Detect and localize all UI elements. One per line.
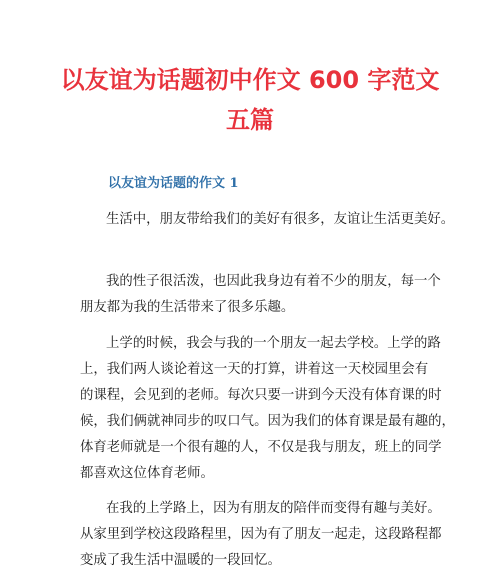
paragraph-line: 上，我们两人谈论着这一天的打算，讲着这一天校园里会有 <box>80 362 429 377</box>
paragraph-line: 我的性子很活泼，也因此我身边有着不少的朋友，每一个 <box>106 274 441 289</box>
section-heading: 以友谊为话题的作文 1 <box>108 176 239 191</box>
paragraph-line: 的课程，会见到的老师。每次只要一讲到今天没有体育课的时 <box>80 388 442 403</box>
paragraph-line: 从家里到学校这段路程里，因为有了朋友一起走，这段路程都 <box>80 527 442 542</box>
paragraph-line: 都喜欢这位体育老师。 <box>80 466 214 481</box>
document-title-line-1: 以友谊为话题初中作文 600 字范文 <box>60 66 440 94</box>
paragraph-1 <box>80 207 455 233</box>
document-title-line-2: 五篇 <box>226 106 274 134</box>
paragraph-line: 上学的时候，我会与我的一个朋友一起去学校。上学的路 <box>106 336 441 351</box>
paragraph-line: 朋友都为我的生活带来了很多乐趣。 <box>80 300 295 315</box>
paragraph-line: 生活中，朋友带给我们的美好有很多，友谊让生活更美好。 <box>106 212 455 227</box>
paragraph-line: 候，我们俩就神同步的叹口气。因为我们的体育课是最有趣的， <box>80 414 455 429</box>
paragraph-line: 变成了我生活中温暖的一段回忆。 <box>80 553 281 568</box>
paragraph-line: 体育老师就是一个很有趣的人，不仅是我与朋友，班上的同学 <box>80 440 442 455</box>
paragraph-2 <box>80 269 440 321</box>
paragraph-4 <box>80 496 440 574</box>
paragraph-line: 在我的上学路上，因为有朋友的陪伴而变得有趣与美好。 <box>106 501 441 516</box>
paragraph-3 <box>80 331 455 487</box>
